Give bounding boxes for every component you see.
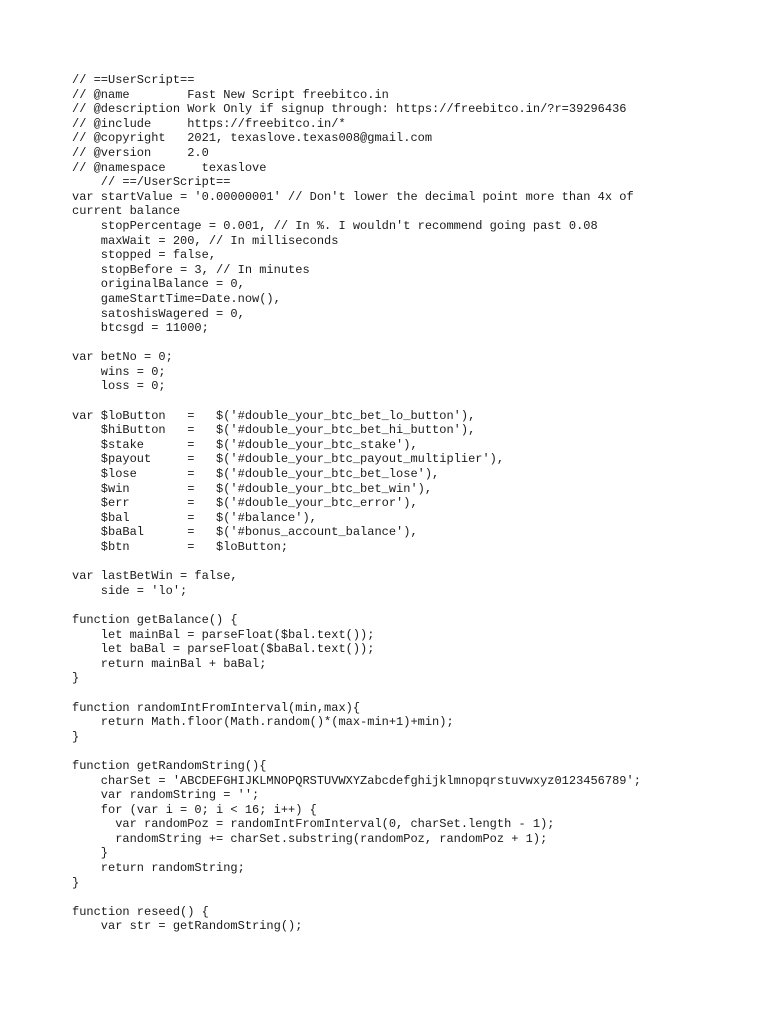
code-line: // @include https://freebitco.in/* bbox=[72, 116, 346, 131]
code-line: current balance bbox=[72, 204, 181, 219]
code-line bbox=[72, 598, 672, 613]
code-line: var randomString = ''; bbox=[72, 788, 260, 803]
code-line: } bbox=[72, 846, 109, 861]
code-line: var lastBetWin = false, bbox=[72, 569, 238, 584]
code-line: $btn = $loButton; bbox=[72, 540, 289, 554]
code-line: $stake = $('#double_your_btc_stake'), bbox=[72, 437, 418, 452]
code-line: randomString += charSet.substring(randomPoz, randomPoz + 1); bbox=[72, 831, 548, 846]
code-line: return Math.floor(Math.random()*(max-min+1)+min); bbox=[72, 715, 454, 730]
code-line: stopped = false, bbox=[72, 248, 217, 263]
code-line: $bal = $('#balance'), bbox=[72, 510, 317, 525]
code-line: $err = $('#double_your_btc_error'), bbox=[72, 496, 418, 511]
code-line: loss = 0; bbox=[72, 379, 166, 394]
code-line: // ==UserScript== bbox=[72, 73, 195, 87]
code-line: function reseed() { bbox=[72, 904, 209, 919]
code-line: let baBal = parseFloat($baBal.text()); bbox=[72, 642, 375, 657]
code-line: function randomIntFromInterval(min,max){ bbox=[72, 700, 361, 715]
code-line: // @name Fast New Script freebitco.in bbox=[72, 87, 389, 102]
code-line: maxWait = 200, // In milliseconds bbox=[72, 233, 339, 248]
code-line: return randomString; bbox=[72, 861, 245, 876]
code-line: gameStartTime=Date.now(), bbox=[72, 291, 281, 306]
code-line bbox=[72, 890, 672, 905]
code-line: $lose = $('#double_your_btc_bet_lose'), bbox=[72, 467, 440, 482]
code-line: side = 'lo'; bbox=[72, 583, 188, 598]
code-line bbox=[72, 555, 672, 570]
code-line: } bbox=[72, 875, 80, 890]
code-line: // @namespace texaslove bbox=[72, 160, 267, 175]
code-line: stopPercentage = 0.001, // In %. I wouldn't recommend going past 0.08 bbox=[72, 218, 598, 233]
code-line: // @description Work Only if signup through: https://freebitco.in/?r=39296436 bbox=[72, 102, 627, 117]
code-line: charSet = 'ABCDEFGHIJKLMNOPQRSTUVWXYZabcdefghijklmnopqrstuvwxyz0123456789'; bbox=[72, 773, 641, 788]
code-line bbox=[72, 686, 672, 701]
code-line: stopBefore = 3, // In minutes bbox=[72, 262, 310, 277]
code-line: $win = $('#double_your_btc_bet_win'), bbox=[72, 481, 433, 496]
code-line: var randomPoz = randomIntFromInterval(0, charSet.length - 1); bbox=[72, 817, 555, 832]
code-line bbox=[72, 336, 672, 351]
code-line: } bbox=[72, 729, 80, 744]
code-line: btcsgd = 11000; bbox=[72, 321, 209, 336]
code-line: // @copyright 2021, texaslove.texas008@gmail.com bbox=[72, 131, 433, 146]
code-line: $baBal = $('#bonus_account_balance'), bbox=[72, 525, 418, 540]
code-line: for (var i = 0; i < 16; i++) { bbox=[72, 802, 317, 817]
code-line: $hiButton = $('#double_your_btc_bet_hi_button'), bbox=[72, 423, 476, 438]
code-line: satoshisWagered = 0, bbox=[72, 306, 245, 321]
code-line: return mainBal + baBal; bbox=[72, 656, 267, 671]
code-line: // @version 2.0 bbox=[72, 145, 209, 160]
code-line: // ==/UserScript== bbox=[72, 175, 231, 190]
code-line: } bbox=[72, 671, 80, 686]
code-line: let mainBal = parseFloat($bal.text()); bbox=[72, 627, 375, 642]
code-line: function getRandomString(){ bbox=[72, 758, 267, 773]
code-document bbox=[72, 73, 672, 934]
code-line: function getBalance() { bbox=[72, 612, 238, 627]
code-line: wins = 0; bbox=[72, 364, 166, 379]
code-line: originalBalance = 0, bbox=[72, 277, 245, 292]
code-line: var betNo = 0; bbox=[72, 350, 173, 365]
code-line: var startValue = '0.00000001' // Don't lower the decimal point more than 4x of bbox=[72, 189, 634, 204]
code-line bbox=[72, 394, 672, 409]
code-line: $payout = $('#double_your_btc_payout_multiplier'), bbox=[72, 452, 505, 467]
code-line bbox=[72, 744, 672, 759]
code-line: var str = getRandomString(); bbox=[72, 919, 303, 934]
code-line: var $loButton = $('#double_your_btc_bet_lo_button'), bbox=[72, 408, 476, 423]
